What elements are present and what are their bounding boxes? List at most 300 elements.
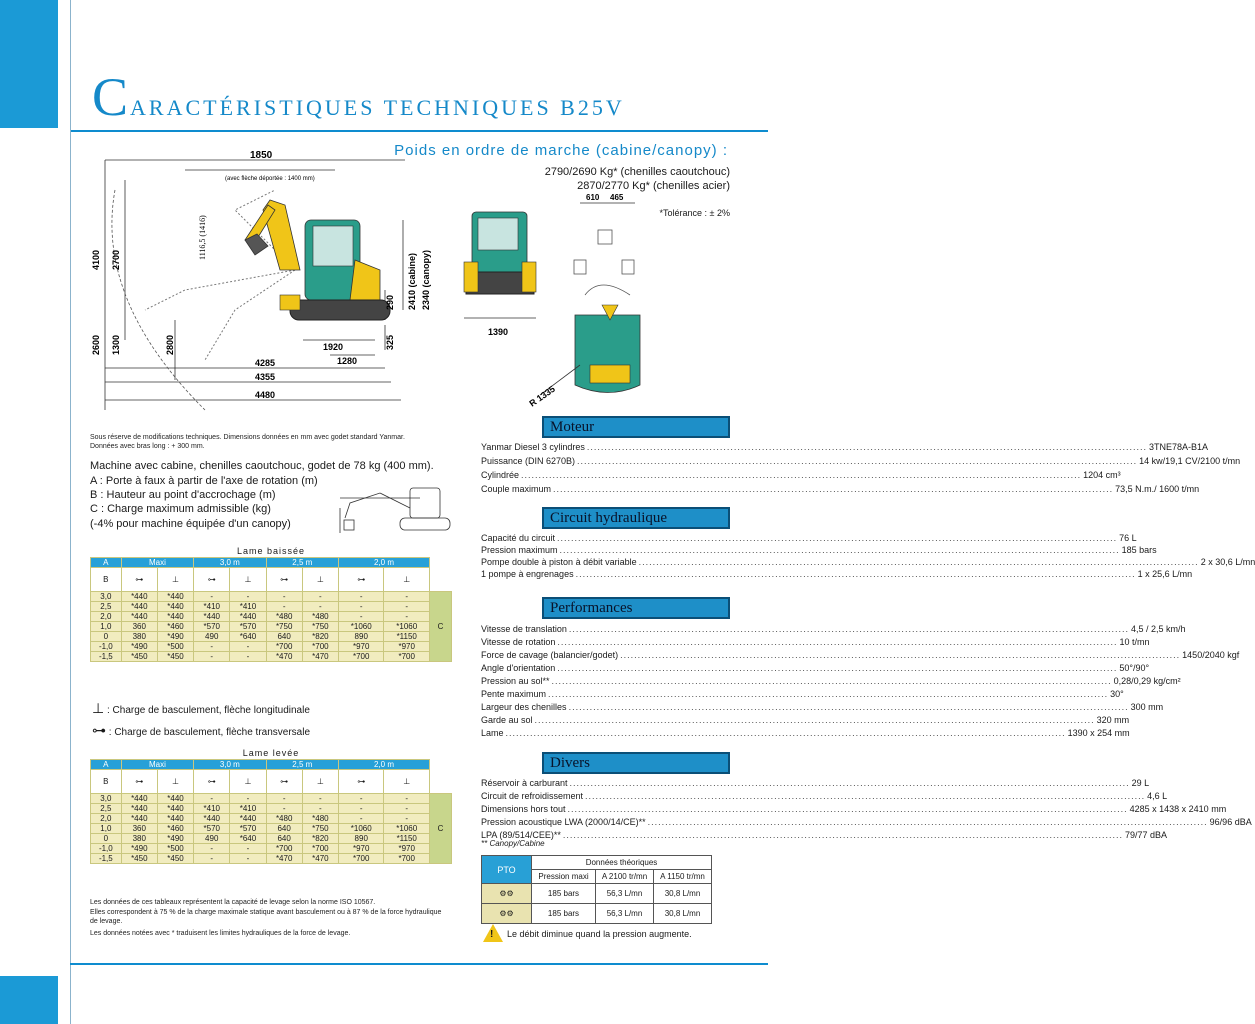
transverse-icon: ⊶ xyxy=(339,769,384,793)
transverse-icon: ⊶ xyxy=(339,567,384,591)
table-cell: - xyxy=(194,651,230,661)
spec-row xyxy=(481,728,1130,738)
table-cell: 2,0 xyxy=(91,611,122,621)
dim-4355: 4355 xyxy=(255,372,276,382)
table-cell: -1,0 xyxy=(91,843,122,853)
table-cell: - xyxy=(339,601,384,611)
transverse-icon: ⊶ xyxy=(266,769,302,793)
spec-row xyxy=(481,624,1186,634)
table-cell: *490 xyxy=(157,833,193,843)
dim-610: 610 xyxy=(586,193,600,202)
table-cell: *490 xyxy=(157,631,193,641)
dim-1300: 1300 xyxy=(111,334,121,355)
table-cell: *820 xyxy=(302,631,338,641)
col-3m: 3,0 m xyxy=(194,557,266,567)
table-cell: *1060 xyxy=(339,621,384,631)
table-cell: *480 xyxy=(302,813,338,823)
canopy-cabine-note: ** Canopy/Cabine xyxy=(481,839,545,848)
pto-row-icon: ⚙⚙ xyxy=(482,904,532,924)
table-cell: *970 xyxy=(339,641,384,651)
table-cell: *700 xyxy=(302,641,338,651)
spec-label: Vitesse de translation xyxy=(481,624,567,634)
side-view-diagram xyxy=(85,150,465,420)
spec-label: Largeur des chenilles xyxy=(481,702,567,712)
weight-heading: Poids en ordre de marche (cabine/canopy) : xyxy=(394,142,728,159)
spec-label: Vitesse de rotation xyxy=(481,637,556,647)
legend-long: ⊥ : Charge de basculement, flèche longitudinale xyxy=(92,700,310,716)
weight-rubber: 2790/2690 Kg* (chenilles caoutchouc) xyxy=(544,166,730,178)
table-row xyxy=(91,803,452,813)
table-cell: *440 xyxy=(121,793,157,803)
table-lame-baissee xyxy=(90,546,452,662)
table-cell: - xyxy=(384,611,430,621)
iso-note-2: Elles correspondent à 75 % de la charge maximale statique avant basculement ou à 87 % de la force hydraulique de levage. xyxy=(90,909,442,925)
table-lame-levee xyxy=(90,748,452,864)
table-cell: - xyxy=(230,843,266,853)
spec-label: Yanmar Diesel 3 cylindres xyxy=(481,442,585,452)
col-b: B xyxy=(91,769,122,793)
table-cell: *1150 xyxy=(384,631,430,641)
table-cell: - xyxy=(230,651,266,661)
table-cell: 640 xyxy=(266,833,302,843)
spec-value: 30° xyxy=(1110,689,1124,699)
col-maxi: Maxi xyxy=(121,557,193,567)
lift-point-sketch xyxy=(330,478,455,540)
hydraulique-heading: Circuit hydraulique xyxy=(542,507,730,529)
transverse-icon: ⊶ xyxy=(266,567,302,591)
table-cell: 360 xyxy=(121,621,157,631)
warning-mark: ! xyxy=(490,929,494,940)
table-cell: *440 xyxy=(157,601,193,611)
spec-value: 96/96 dBA xyxy=(1209,817,1252,827)
dim-2410: 2410 (cabine) xyxy=(407,252,417,310)
table-cell: *700 xyxy=(302,843,338,853)
pto-label: PTO xyxy=(482,856,532,884)
dim-1280: 1280 xyxy=(337,356,358,366)
table-cell: *440 xyxy=(194,813,230,823)
dim-465: 465 xyxy=(610,193,624,202)
spec-value: 1390 x 254 mm xyxy=(1067,728,1130,738)
table-cell: *490 xyxy=(121,641,157,651)
table-cell: - xyxy=(230,641,266,651)
table-cell: - xyxy=(230,591,266,601)
table-cell: *440 xyxy=(157,611,193,621)
table-cell: *450 xyxy=(157,853,193,863)
table-cell: 890 xyxy=(339,833,384,843)
table-cell: *440 xyxy=(157,803,193,813)
spec-label: Capacité du circuit xyxy=(481,533,556,543)
spec-value: 29 L xyxy=(1131,778,1150,788)
table-row xyxy=(91,813,452,823)
legend-b: B : Hauteur au point d'accrochage (m) xyxy=(90,489,276,501)
spec-value: 14 kw/19,1 CV/2100 t/mn xyxy=(1139,456,1241,466)
dim-2800: 2800 xyxy=(165,334,175,355)
table-row xyxy=(91,621,452,631)
spec-label: LPA (89/514/CEE)** xyxy=(481,830,561,840)
table-cell: *410 xyxy=(230,601,266,611)
spec-label: Pression au sol** xyxy=(481,676,550,686)
front-view-diagram xyxy=(460,200,545,340)
col-c: C xyxy=(430,793,452,863)
table-cell: *410 xyxy=(230,803,266,813)
table-row xyxy=(91,793,452,803)
table-cell: - xyxy=(384,803,430,813)
pto-cell: 185 bars xyxy=(532,904,596,924)
table-row xyxy=(91,641,452,651)
table-cell: *410 xyxy=(194,803,230,813)
spec-row xyxy=(481,702,1164,712)
table-cell: *750 xyxy=(266,621,302,631)
transverse-icon: ⊶ xyxy=(194,769,230,793)
table-cell: - xyxy=(339,813,384,823)
table-cell: *570 xyxy=(194,823,230,833)
table-title: Lame levée xyxy=(91,748,452,759)
pto-cell: 185 bars xyxy=(532,884,596,904)
table-cell: *820 xyxy=(302,833,338,843)
table-cell: -1,0 xyxy=(91,641,122,651)
table-row xyxy=(91,591,452,601)
iso-note-1: Les données de ces tableaux représentent la capacité de levage selon la norme ISO 10567. xyxy=(90,899,376,906)
pto-col-pression: Pression maxi xyxy=(532,870,596,884)
spec-value: 4,6 L xyxy=(1147,791,1168,801)
table-cell: 890 xyxy=(339,631,384,641)
table-cell: *700 xyxy=(266,641,302,651)
col-a: A xyxy=(91,557,122,567)
table-cell: *450 xyxy=(121,651,157,661)
spec-label: Angle d'orientation xyxy=(481,663,556,673)
reserve-note: Sous réserve de modifications techniques. Dimensions données en mm avec godet standard Yanmar. Données avec bras long : + 300 mm. xyxy=(90,434,405,450)
table-cell: *1150 xyxy=(384,833,430,843)
table-cell: *440 xyxy=(230,813,266,823)
spec-value: 1450/2040 kgf xyxy=(1182,650,1240,660)
spec-value: 1204 cm³ xyxy=(1083,470,1121,480)
page-title: CARACTÉRISTIQUES TECHNIQUES B25V xyxy=(92,67,625,127)
top-view-diagram xyxy=(527,193,660,410)
table-cell: - xyxy=(302,793,338,803)
spec-row xyxy=(481,804,1227,814)
table-cell: - xyxy=(302,803,338,813)
table-cell: *1060 xyxy=(384,621,430,631)
dim-1390: 1390 xyxy=(488,327,509,337)
table-cell: 380 xyxy=(121,833,157,843)
table-cell: *970 xyxy=(384,843,430,853)
table-cell: 490 xyxy=(194,833,230,843)
corner-block-bottom xyxy=(0,976,58,1024)
spec-row xyxy=(481,817,1252,827)
transverse-icon: ⊶ xyxy=(121,769,157,793)
table-cell: - xyxy=(339,611,384,621)
dim-4285: 4285 xyxy=(255,358,276,368)
pto-warning: Le débit diminue quand la pression augmente. xyxy=(507,929,692,939)
legend-trans: ⊶ : Charge de basculement, flèche transversale xyxy=(92,722,311,738)
spec-value: 4,5 / 2,5 km/h xyxy=(1130,624,1186,634)
table-cell: - xyxy=(339,793,384,803)
performances-heading: Performances xyxy=(542,597,730,619)
table-cell: *470 xyxy=(266,853,302,863)
table-row xyxy=(91,843,452,853)
pto-cell: 30,8 L/mn xyxy=(654,884,712,904)
table-cell: *970 xyxy=(339,843,384,853)
spec-label: Dimensions hors tout xyxy=(481,804,566,814)
spec-value: 50°/90° xyxy=(1119,663,1150,673)
spec-label: Circuit de refroidissement xyxy=(481,791,584,801)
spec-row xyxy=(481,456,1241,466)
dim-4100: 4100 xyxy=(91,249,101,270)
table-cell: *1060 xyxy=(339,823,384,833)
longitudinal-icon: ⊥ xyxy=(384,769,430,793)
longitudinal-icon: ⊥ xyxy=(157,769,193,793)
table-cell: *700 xyxy=(384,651,430,661)
spec-row xyxy=(481,545,1157,555)
table-cell: -1,5 xyxy=(91,853,122,863)
table-cell: *460 xyxy=(157,621,193,631)
table-row xyxy=(91,631,452,641)
table-cell: *480 xyxy=(266,813,302,823)
moteur-heading: Moteur xyxy=(542,416,730,438)
transverse-icon: ⊶ xyxy=(194,567,230,591)
spec-value: 0,28/0,29 kg/cm² xyxy=(1113,676,1181,686)
longitudinal-icon: ⊥ xyxy=(92,700,105,716)
spec-row xyxy=(481,637,1150,647)
table-cell: *700 xyxy=(384,853,430,863)
spec-row xyxy=(481,791,1168,801)
divers-heading: Divers xyxy=(542,752,730,774)
col-3m: 3,0 m xyxy=(194,759,266,769)
pto-row-icon: ⚙⚙ xyxy=(482,884,532,904)
pto-cell: 30,8 L/mn xyxy=(654,904,712,924)
legend-a: A : Porte à faux à partir de l'axe de rotation (m) xyxy=(90,475,318,487)
table-cell: - xyxy=(384,591,430,601)
col-25m: 2,5 m xyxy=(266,557,338,567)
longitudinal-icon: ⊥ xyxy=(157,567,193,591)
table-cell: - xyxy=(384,793,430,803)
transverse-icon: ⊶ xyxy=(121,567,157,591)
table-cell: - xyxy=(194,853,230,863)
table-cell: *700 xyxy=(339,853,384,863)
spec-label: Réservoir à carburant xyxy=(481,778,568,788)
table-cell: *410 xyxy=(194,601,230,611)
table-cell: - xyxy=(230,853,266,863)
spec-row xyxy=(481,778,1150,788)
dim-1850: 1850 xyxy=(250,150,273,161)
table-cell: 380 xyxy=(121,631,157,641)
table-cell: - xyxy=(266,601,302,611)
table-cell: *500 xyxy=(157,843,193,853)
table-cell: *700 xyxy=(266,843,302,853)
col-2m: 2,0 m xyxy=(339,759,430,769)
left-rule xyxy=(70,0,71,1024)
table-cell: *440 xyxy=(194,611,230,621)
dim-4480: 4480 xyxy=(255,390,276,400)
table-row xyxy=(91,853,452,863)
spec-label: Pompe double à piston à débit variable xyxy=(481,557,637,567)
table-cell: *440 xyxy=(157,793,193,803)
spec-row xyxy=(481,569,1193,579)
table-row xyxy=(91,833,452,843)
spec-row xyxy=(481,663,1150,673)
spec-value: 73,5 N.m./ 1600 t/mn xyxy=(1115,484,1200,494)
pto-cell: 56,3 L/mn xyxy=(596,904,654,924)
table-row xyxy=(91,651,452,661)
table-row xyxy=(91,601,452,611)
table-cell: *1060 xyxy=(384,823,430,833)
spec-label: Couple maximum xyxy=(481,484,552,494)
table-cell: - xyxy=(302,591,338,601)
spec-label: Pression acoustique LWA (2000/14/CE)** xyxy=(481,817,646,827)
spec-row xyxy=(481,650,1240,660)
table-title: Lame baissée xyxy=(91,546,452,557)
table-cell: 3,0 xyxy=(91,793,122,803)
pto-cell: 56,3 L/mn xyxy=(596,884,654,904)
table-cell: 490 xyxy=(194,631,230,641)
table-cell: *450 xyxy=(157,651,193,661)
dim-2700: 2700 xyxy=(111,249,121,270)
table-cell: *440 xyxy=(121,803,157,813)
spec-row xyxy=(481,442,1208,452)
table-cell: - xyxy=(384,601,430,611)
longitudinal-icon: ⊥ xyxy=(384,567,430,591)
table-cell: - xyxy=(194,591,230,601)
table-cell: 2,5 xyxy=(91,601,122,611)
longitudinal-icon: ⊥ xyxy=(230,567,266,591)
table-cell: *440 xyxy=(121,591,157,601)
spec-value: 76 L xyxy=(1119,533,1137,543)
table-cell: *450 xyxy=(121,853,157,863)
table-cell: *460 xyxy=(157,823,193,833)
transverse-icon: ⊶ xyxy=(92,722,106,738)
iso-note-3: Les données notées avec * traduisent les limites hydrauliques de la force de levage. xyxy=(90,930,351,937)
col-b: B xyxy=(91,567,122,591)
col-2m: 2,0 m xyxy=(339,557,430,567)
table-cell: *640 xyxy=(230,833,266,843)
table-cell: 2,5 xyxy=(91,803,122,813)
spec-row xyxy=(481,715,1130,725)
table-cell: 640 xyxy=(266,823,302,833)
table-cell: *440 xyxy=(157,591,193,601)
spec-row xyxy=(481,470,1121,480)
dim-290: 290 xyxy=(385,294,395,310)
table-cell: 2,0 xyxy=(91,813,122,823)
table-cell: *440 xyxy=(121,601,157,611)
pto-col-2100: A 2100 tr/mn xyxy=(596,870,654,884)
spec-value: 300 mm xyxy=(1130,702,1164,712)
table-cell: *700 xyxy=(339,651,384,661)
dim-deporte: (avec flèche déportée : 1400 mm) xyxy=(225,176,315,182)
table-cell: *490 xyxy=(121,843,157,853)
table-cell: *640 xyxy=(230,631,266,641)
table-cell: - xyxy=(266,803,302,813)
table-cell: *480 xyxy=(302,611,338,621)
spec-value: 2 x 30,6 L/mn xyxy=(1200,557,1255,567)
dim-1920: 1920 xyxy=(323,342,344,352)
spec-value: 4285 x 1438 x 2410 mm xyxy=(1129,804,1227,814)
footer-rule xyxy=(70,963,768,965)
canopy-note: (-4% pour machine équipée d'un canopy) xyxy=(90,518,291,530)
spec-row xyxy=(481,484,1200,494)
spec-value: 10 t/mn xyxy=(1119,637,1150,647)
tolerance-note: *Tolérance : ± 2% xyxy=(659,208,730,218)
pto-heading: Données théoriques xyxy=(532,856,712,870)
table-cell: 640 xyxy=(266,631,302,641)
table-cell: *750 xyxy=(302,823,338,833)
table-cell: -1,5 xyxy=(91,651,122,661)
table-cell: *440 xyxy=(230,611,266,621)
spec-label: Pression maximum xyxy=(481,545,558,555)
corner-block-top xyxy=(0,0,58,128)
table-cell: *570 xyxy=(230,823,266,833)
spec-label: 1 pompe à engrenages xyxy=(481,569,574,579)
spec-value: 3TNE78A-B1A xyxy=(1148,442,1208,452)
table-cell: - xyxy=(339,591,384,601)
table-cell: 1,0 xyxy=(91,621,122,631)
table-cell: *470 xyxy=(302,853,338,863)
spec-row xyxy=(481,533,1137,543)
col-25m: 2,5 m xyxy=(266,759,338,769)
spec-value: 185 bars xyxy=(1121,545,1157,555)
table-cell: 1,0 xyxy=(91,823,122,833)
table-cell: *570 xyxy=(194,621,230,631)
table-cell: *440 xyxy=(121,611,157,621)
dim-1116: 1116,5 (1416) xyxy=(198,215,207,260)
table-cell: *500 xyxy=(157,641,193,651)
table-cell: *440 xyxy=(157,813,193,823)
table-row xyxy=(91,823,452,833)
table-cell: *750 xyxy=(302,621,338,631)
table-cell: *470 xyxy=(266,651,302,661)
table-cell: *440 xyxy=(121,813,157,823)
table-cell: - xyxy=(230,793,266,803)
spec-row xyxy=(481,676,1181,686)
table-cell: - xyxy=(339,803,384,813)
table-row xyxy=(91,611,452,621)
table-cell: - xyxy=(266,591,302,601)
col-maxi: Maxi xyxy=(121,759,193,769)
header-rule xyxy=(70,130,768,132)
dim-r1335: R 1335 xyxy=(527,383,557,409)
col-c: C xyxy=(430,591,452,661)
table-cell: - xyxy=(266,793,302,803)
col-a: A xyxy=(91,759,122,769)
pto-table xyxy=(481,855,712,924)
spec-label: Garde au sol xyxy=(481,715,533,725)
dim-325: 325 xyxy=(385,334,395,350)
longitudinal-icon: ⊥ xyxy=(230,769,266,793)
table-cell: *570 xyxy=(230,621,266,631)
dim-2600: 2600 xyxy=(91,334,101,355)
spec-label: Puissance (DIN 6270B) xyxy=(481,456,576,466)
spec-label: Force de cavage (balancier/godet) xyxy=(481,650,619,660)
spec-row xyxy=(481,689,1124,699)
weight-steel: 2870/2770 Kg* (chenilles acier) xyxy=(577,180,730,192)
table-cell: 3,0 xyxy=(91,591,122,601)
table-cell: 0 xyxy=(91,631,122,641)
machine-note: Machine avec cabine, chenilles caoutchouc, godet de 78 kg (400 mm). xyxy=(90,460,434,472)
legend-c: C : Charge maximum admissible (kg) xyxy=(90,503,271,515)
table-cell: - xyxy=(194,793,230,803)
spec-label: Lame xyxy=(481,728,504,738)
spec-row xyxy=(481,557,1255,567)
dim-2340: 2340 (canopy) xyxy=(421,249,431,310)
table-cell: - xyxy=(194,843,230,853)
table-cell: 0 xyxy=(91,833,122,843)
table-cell: *470 xyxy=(302,651,338,661)
spec-value: 320 mm xyxy=(1096,715,1130,725)
table-cell: *970 xyxy=(384,641,430,651)
pto-col-1150: A 1150 tr/mn xyxy=(654,870,712,884)
longitudinal-icon: ⊥ xyxy=(302,567,338,591)
table-cell: - xyxy=(302,601,338,611)
table-cell: - xyxy=(194,641,230,651)
